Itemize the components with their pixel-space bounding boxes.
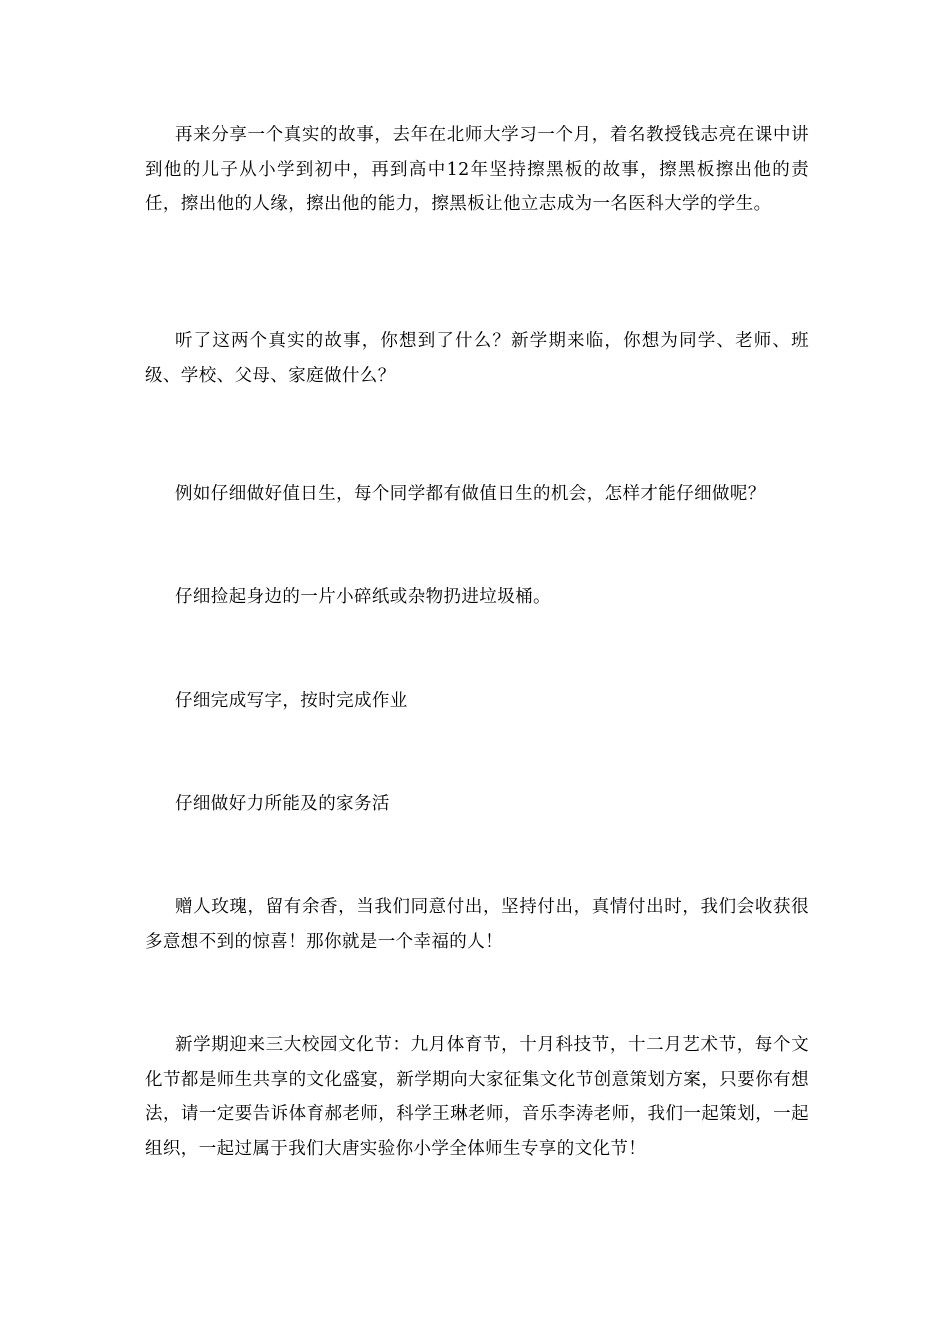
paragraph-reflection-question: 听了这两个真实的故事，你想到了什么？新学期来临，你想为同学、老师、班级、学校、父母、家庭做什么？: [145, 331, 809, 386]
paragraph-homework: 仔细完成写字，按时完成作业: [175, 691, 408, 711]
paragraph-pick-up-litter: 仔细捡起身边的一片小碎纸或杂物扔进垃圾桶。: [175, 587, 551, 607]
paragraph-roses: 赠人玫瑰，留有余香，当我们同意付出，坚持付出，真情付出时，我们会收获很多意想不到的惊喜！那你就是一个幸福的人！: [145, 897, 809, 952]
paragraph-housework: 仔细做好力所能及的家务活: [175, 794, 390, 814]
paragraph-blackboard-story: 再来分享一个真实的故事，去年在北师大学习一个月，着名教授钱志亮在课中讲到他的儿子从小学到初中，再到高中12年坚持擦黑板的故事，擦黑板擦出他的责任，擦出他的人缘，擦出他的能力，擦黑板让他立志成为一名医科大学的学生。: [145, 125, 809, 214]
paragraph-culture-festivals: 新学期迎来三大校园文化节：九月体育节，十月科技节，十二月艺术节，每个文化节都是师生共享的文化盛宴，新学期向大家征集文化节创意策划方案，只要你有想法，请一定要告诉体育郝老师，科学王琳老师，音乐李涛老师，我们一起策划，一起组织，一起过属于我们大唐实验你小学全体师生专享的文化节！: [145, 1035, 809, 1159]
paragraph-duty-example: 例如仔细做好值日生，每个同学都有做值日生的机会，怎样才能仔细做呢？: [175, 484, 766, 504]
